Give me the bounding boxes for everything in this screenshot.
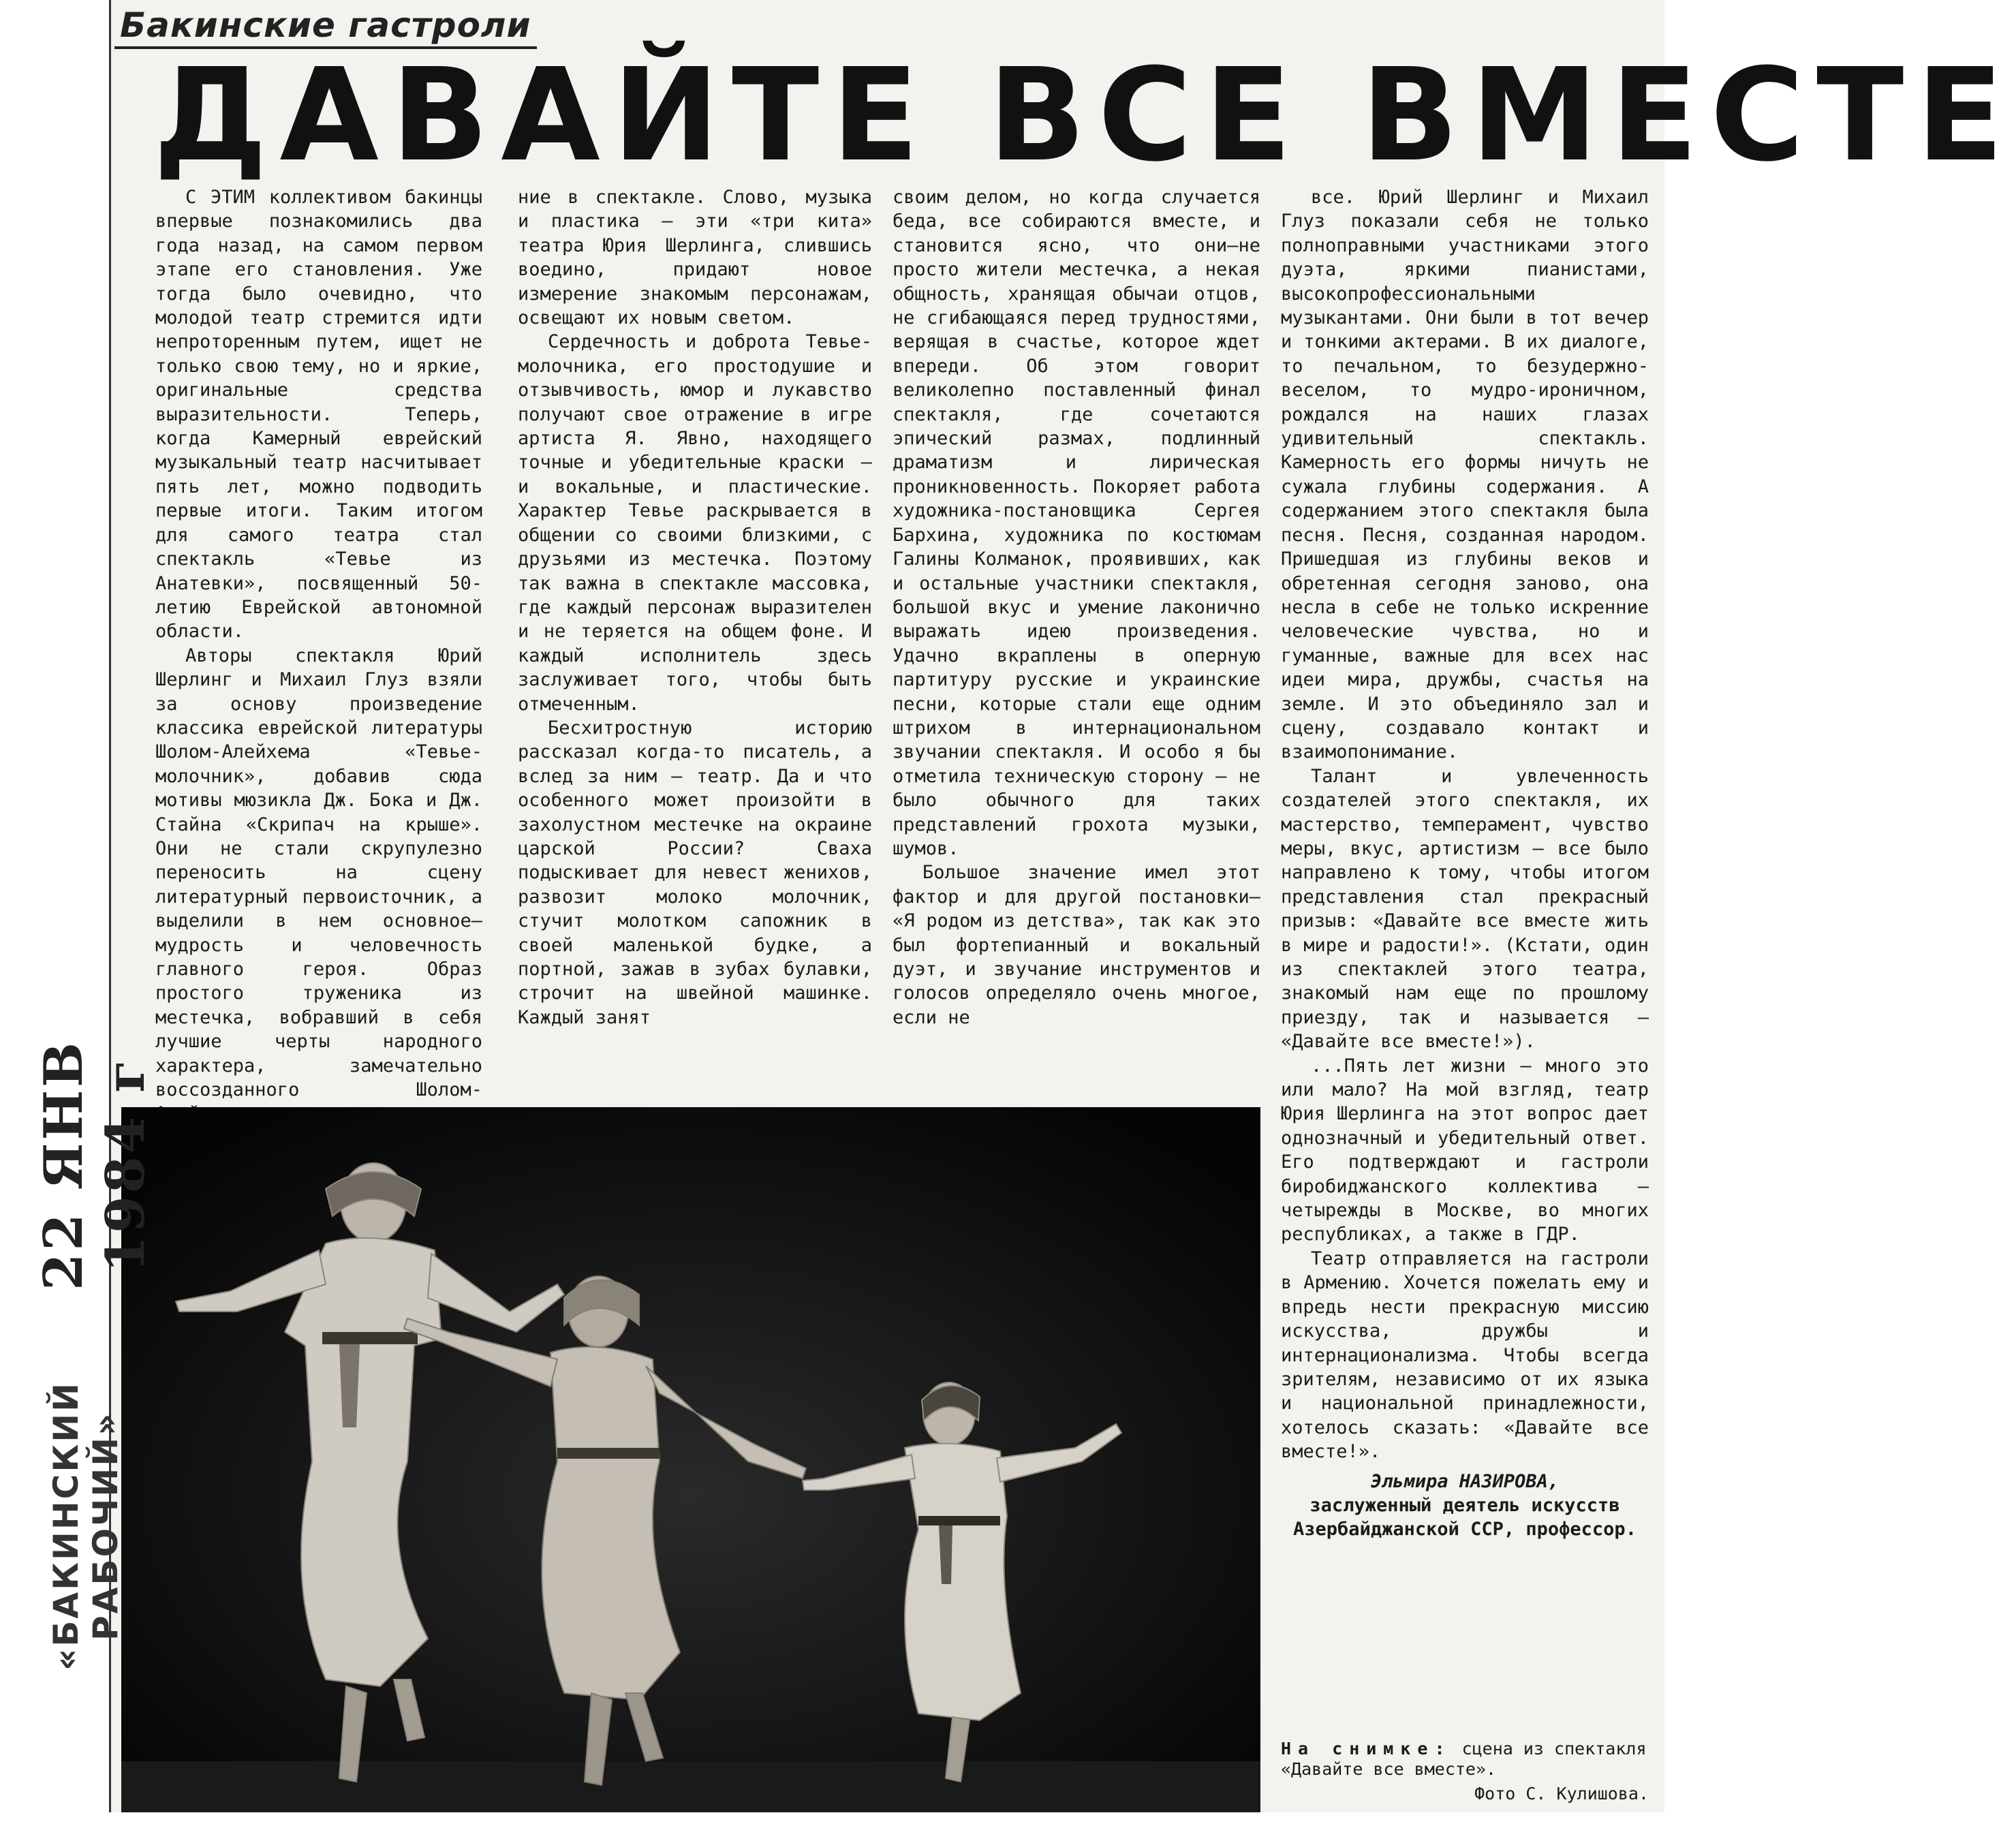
paragraph: своим делом, но когда случается беда, все собираются вместе, и становится ясно, что они—не просто жители местечка, а некая общность, хранящая обычаи отцов, не сгибающаяся перед трудностями, верящая в счастье, которое ждет впереди. Об этом говорит великолепно поставленный финал спектакля, где сочетаются эпический размах, подлинный драматизм и лирическая проникновенность. Покоряет работа художника-постановщика Сергея Бархина, художника по костюмам Галины Колманок, проявивших, как и остальные участники спектакля, большой вкус и умение лаконично выражать идею произведения. Удачно вкраплены в оперную партитуру русские и украинские песни, которые стали еще одним штрихом в интернациональном звучании спектакля. И особо я бы отметила техническую сторону — не было обычного для таких представлений грохота музыки, шумов.	[893, 187, 1260, 859]
article-column-2	[518, 185, 872, 1029]
caption-text: сцена из спектакля «Давайте все вместе».	[1281, 1739, 1647, 1779]
paragraph: Большое значение имел этот фактор и для другой постановки— «Я родом из детства», так как это был фортепианный и вокальный дуэт, и звучание инструментов и голосов определяло очень многое, если не	[893, 862, 1260, 1028]
stage-photo	[121, 1107, 1260, 1812]
headline: ДАВАЙТЕ ВСЕ ВМЕСТЕ	[153, 41, 2016, 190]
author-title: заслуженный деятель искусств Азербайджанской ССР, профессор.	[1293, 1494, 1637, 1540]
article-column-1	[155, 185, 482, 1150]
article-column-3	[893, 185, 1260, 1029]
article-column-4	[1281, 185, 1649, 1542]
paragraph: Театр отправляется на гастроли в Армению. Хочется пожелать ему и впредь нести прекрасную миссию искусства, дружбы и интернационализма. Чтобы всегда зрителям, независимо от их языка и национальной принадлежности, хотелось сказать: «Давайте все вместе!».	[1281, 1248, 1649, 1463]
paragraph: ние в спектакле. Слово, музыка и пластика — эти «три кита» театра Юрия Шерлинга, слившись воедино, придают новое измерение знакомым персонажам, освещают их новым светом.	[518, 187, 872, 329]
paragraph: Авторы спектакля Юрий Шерлинг и Михаил Глуз взяли за основу произведение классика еврейской литературы Шолом-Алейхема «Тевье-молочник», добавив сюда мотивы мюзикла Дж. Бока и Дж. Стайна «Скрипач на крыше». Они не стали скрупулезно переносить на сцену литературный первоисточник, а выделили в нем основное—мудрость и человечность главного героя. Образ простого труженика из местечка, вобравший в себя лучшие черты народного характера, замечательно воссозданного Шолом-	[155, 645, 482, 1101]
date-stamp: 22 ЯНВ 1984 г	[33, 1039, 157, 1291]
photo-caption	[1281, 1739, 1649, 1804]
paragraph: все. Юрий Шерлинг и Михаил Глуз показали себя не только полноправными участниками этого дуэта, яркими пианистами, высокопрофессиональными музыкантами. Они были в тот вечер и тонкими актерами. В их диалоге, то печальном, то безудержно-веселом, то мудро-ироничном, рождался на наших глазах удивительный спектакль. Камерность его формы ничуть не сужала глубины содержания. А содержанием этого спектакля была песня. Песня, созданная народом. Пришедшая из глубины веков и обретенная сегодня заново, она несла в себе не только искренние человеческие чувства, но и гуманные, важные для всех нас идеи мира, дружбы, счастья на земле. И это объединяло зал и сцену, создавало контакт и взаимопонимание.	[1281, 187, 1649, 763]
caption-lead: На снимке:	[1281, 1739, 1452, 1759]
paragraph: Сердечность и доброта Тевье-молочника, его простодушие и отзывчивость, юмор и лукавство получают свое отражение в игре артиста Я. Явно, находящего точные и убедительные краски — и вокальные, и пластические. Характер Тевье раскрывается в общении со своими близкими, с друзьями из местечка. Поэтому так важна в спектакле массовка, где каждый персонаж выразителен и не теряется на общем фоне. И каждый исполнитель здесь заслуживает того, чтобы быть отмеченным.	[518, 331, 872, 715]
photo-credit: Фото С. Кулишова.	[1474, 1784, 1649, 1803]
paragraph: ...Пять лет жизни — много это или мало? На мой взгляд, театр Юрия Шерлинга на этот вопрос дает однозначный и убедительный ответ. Его подтверждают и гастроли биробиджанского коллектива — четырежды в Москве, во многих республиках, а также в ГДР.	[1281, 1055, 1649, 1245]
paragraph: Талант и увлеченность создателей этого спектакля, их мастерство, темперамент, чувство меры, вкус, артистизм — все было направлено к тому, чтобы итогом представления стал прекрасный призыв: «Давайте все вместе жить в мире и радости!». (Кстати, один из спектаклей этого театра, знакомый нам еще по прошлому приезду, так и называется — «Давайте все вместе!»).	[1281, 765, 1649, 1053]
dancers-illustration	[121, 1107, 1260, 1812]
author-name: Эльмира НАЗИРОВА,	[1370, 1470, 1560, 1492]
newspaper-name-stamp: «БАКИНСКИЙ РАБОЧИЙ»	[46, 1381, 125, 1671]
rubric-label: Бакинские гастроли	[114, 5, 537, 49]
paragraph: Бесхитростную историю рассказал когда-то писатель, а вслед за ним — театр. Да и что особенного может произойти в захолустном местечке на окраине царской России? Сваха подыскивает для невест женихов, развозит молоко молочник, стучит молотком сапожник в своей маленькой будке, а портной, зажав в зубах булавки, строчит на швейной машинке. Каждый занят	[518, 717, 872, 1028]
paragraph: С ЭТИМ коллективом бакинцы впервые познакомились два года назад, на самом первом этапе его становления. Уже тогда было очевидно, что молодой театр стремится идти непроторенным путем, ищет не только свою тему, но и яркие, оригинальные средства выразительности. Теперь, когда Камерный еврейский музыкальный театр насчитывает пять лет, можно подводить первые итоги. Таким итогом для самого театра стал спектакль «Тевье из Анатевки», посвященный 50-летию Еврейской автономной области.	[155, 187, 482, 642]
